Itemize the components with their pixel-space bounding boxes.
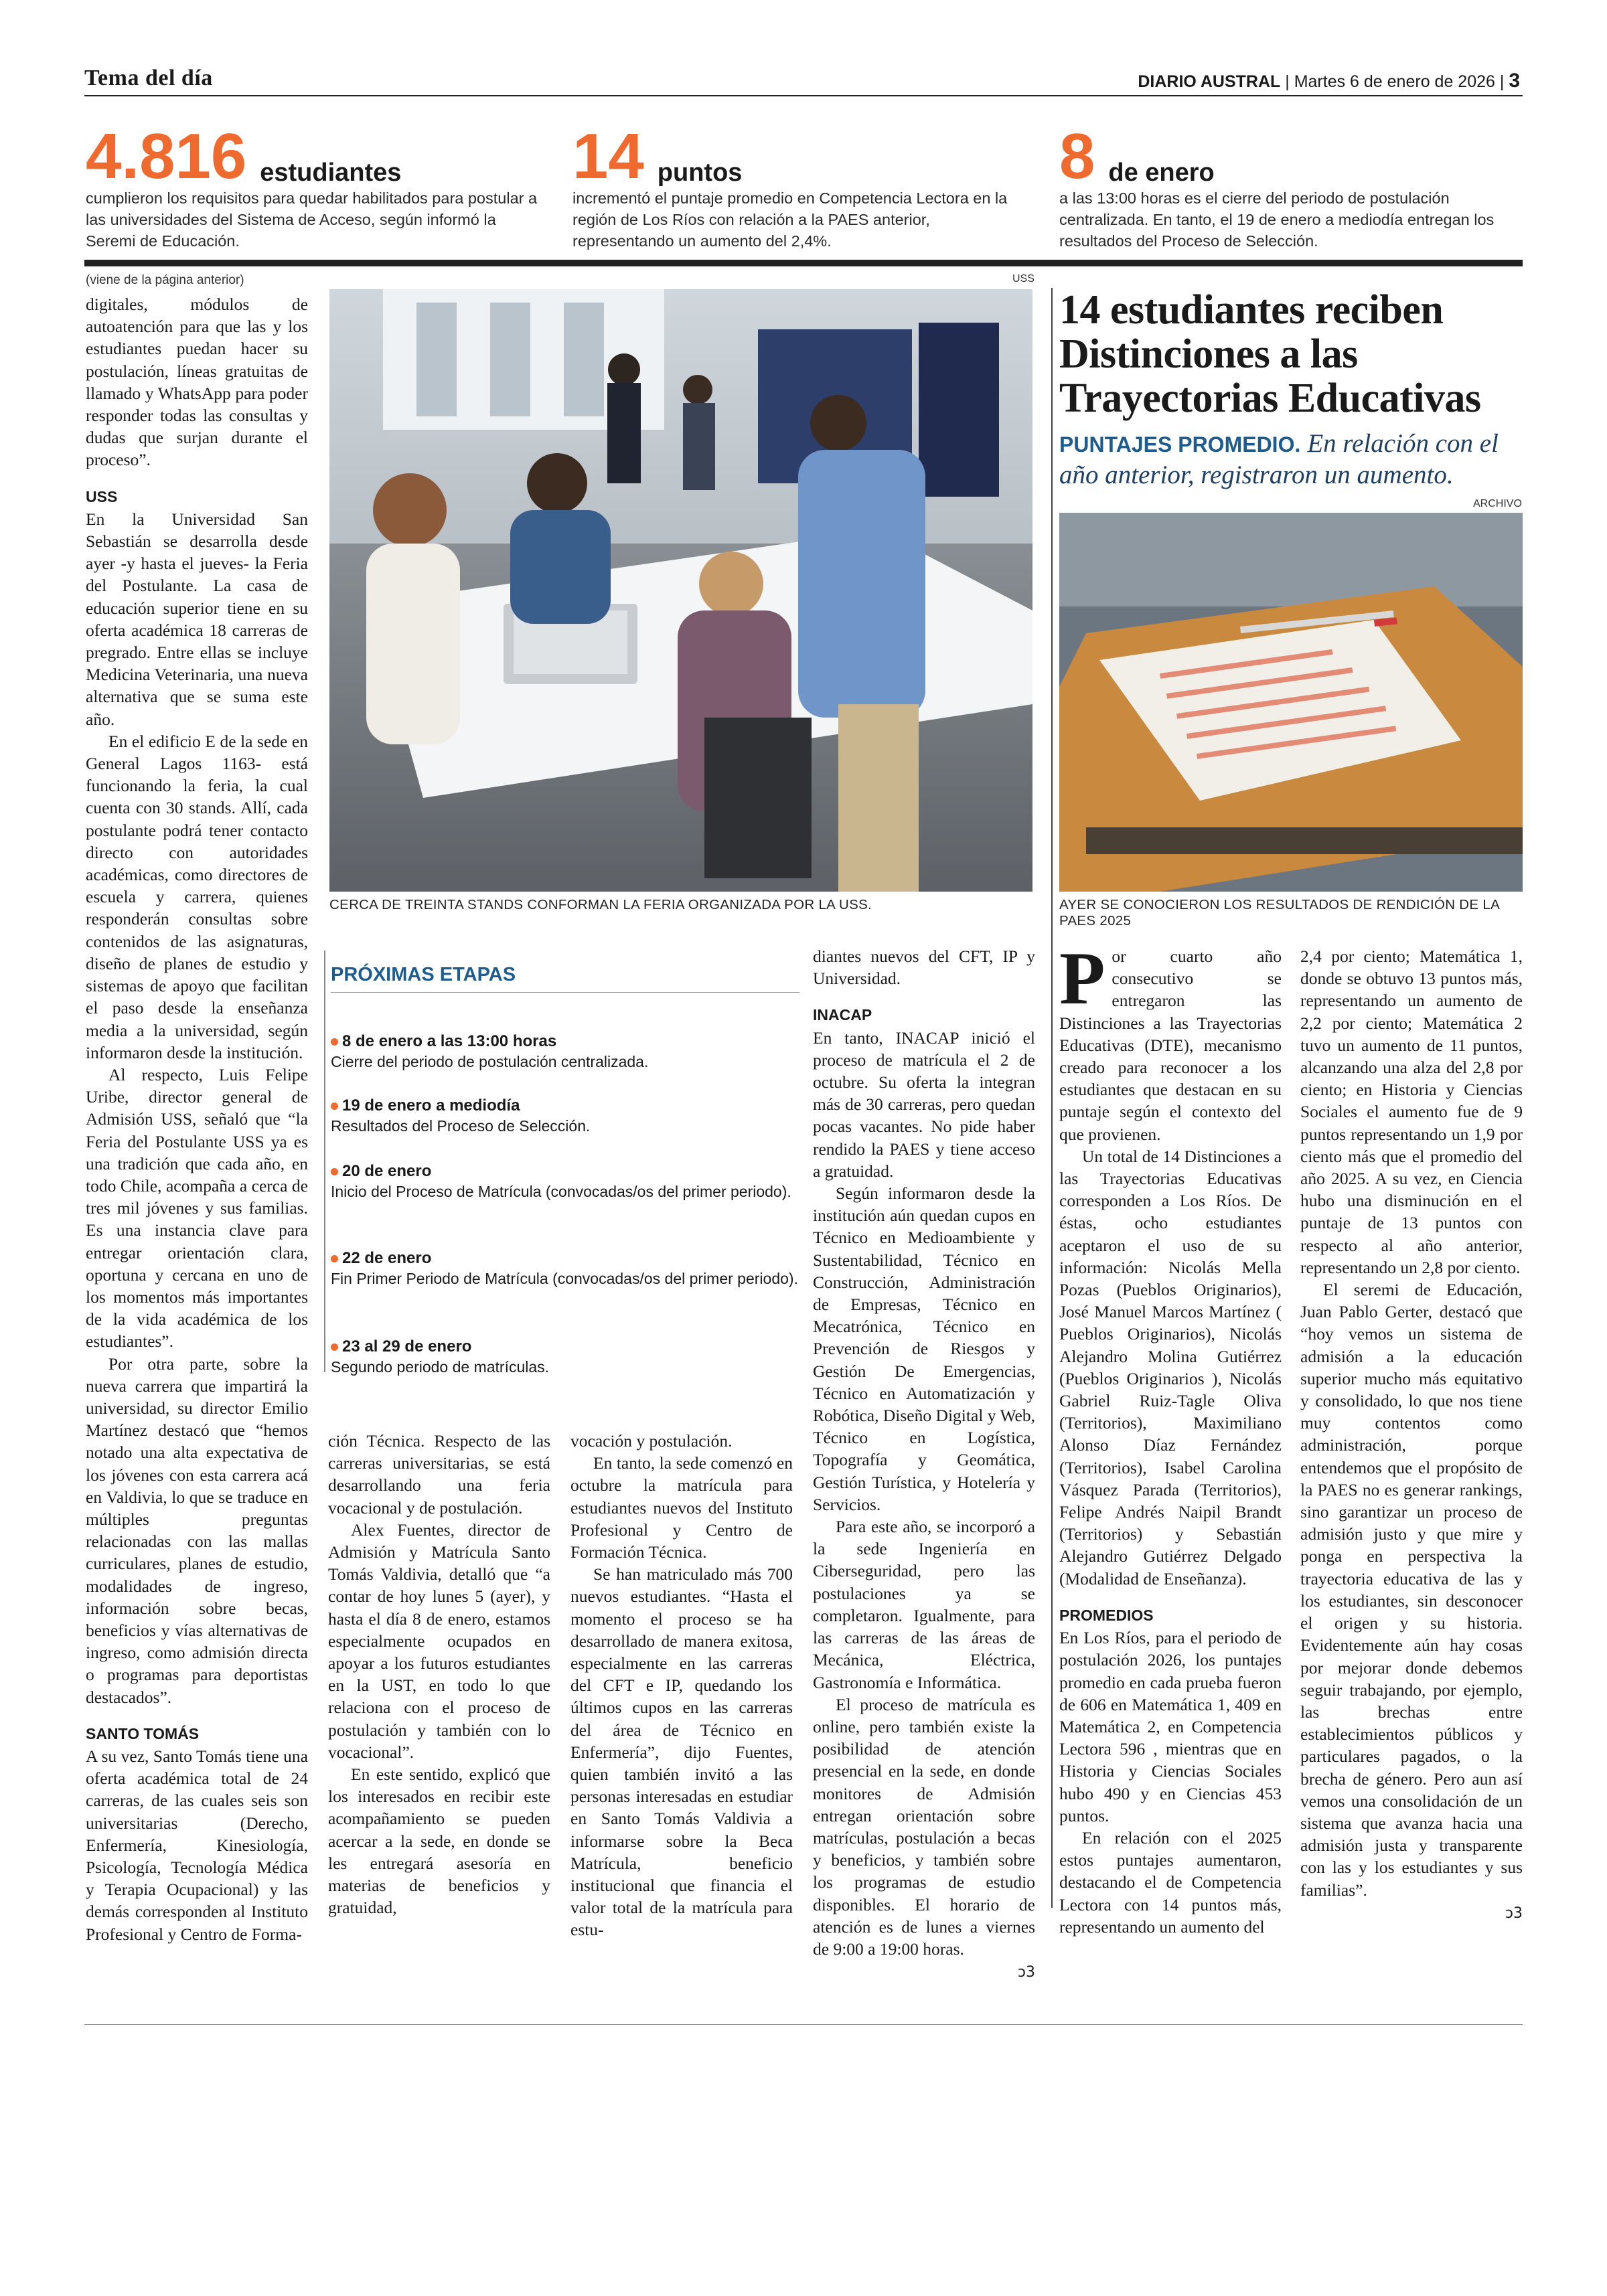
etapas-rule bbox=[331, 992, 799, 993]
column-2 bbox=[328, 1430, 550, 1918]
column-4 bbox=[813, 945, 1035, 1983]
end-mark bbox=[813, 1960, 1035, 1983]
story-headline: 14 estudiantes reciben Distinciones a las Trayectorias Educativas bbox=[1059, 287, 1481, 421]
etapa-date: 19 de enero a mediodía bbox=[342, 1096, 520, 1115]
paper-name: DIARIO AUSTRAL bbox=[1138, 72, 1281, 91]
photo-caption: CERCA DE TREINTA STANDS CONFORMAN LA FERIA ORGANIZADA POR LA USS. bbox=[329, 897, 872, 912]
column-6 bbox=[1300, 945, 1523, 1924]
end-mark-icon: ↄ3 bbox=[1505, 1904, 1523, 1922]
section-title: Tema del día bbox=[84, 66, 213, 90]
photo-credit: ARCHIVO bbox=[1473, 498, 1522, 509]
etapa-item bbox=[331, 1336, 799, 1377]
paragraph: El proceso de matrícula es online, pero también existe la posibilidad de atención presencial en la sede, en donde monitores de Admisión entregan orientación sobre matrículas, postulación a becas y beneficios, y también sobre los programas de estudio disponibles. El horario de atención es de lunes a viernes de 9:00 a 19:00 horas. bbox=[813, 1694, 1035, 1959]
subhead-santo-tomas: SANTO TOMÁS bbox=[86, 1724, 200, 1742]
bullet-dot bbox=[331, 1168, 338, 1175]
paragraph: En la Universidad San Sebastián se desarrolla desde ayer -y hasta el jueves- la Feria del Postulante. La casa de educación superior tiene en su oferta académica 18 carreras de pregrado. Entre ellas se incluye Medicina Veterinaria, una nueva alternativa que se suma este año. bbox=[86, 509, 308, 729]
fact-unit: de enero bbox=[1108, 159, 1215, 187]
etapa-date: 23 al 29 de enero bbox=[342, 1337, 472, 1356]
etapa-text: Segundo periodo de matrículas. bbox=[331, 1358, 550, 1376]
bullet-dot bbox=[331, 1038, 338, 1046]
fact-unit: puntos bbox=[657, 159, 743, 187]
feria-photo-illustration bbox=[329, 289, 1032, 892]
etapa-text: Resultados del Proceso de Selección. bbox=[331, 1117, 591, 1135]
fact-2 bbox=[572, 120, 1035, 252]
column-5 bbox=[1059, 937, 1282, 1938]
etapas-box-border bbox=[324, 951, 325, 1372]
page-number: 3 bbox=[1509, 70, 1520, 92]
paragraph: Según informaron desde la institución aún quedan cupos en Técnico en Medioambiente y Sustentabilidad, Técnico en Construcción, Administración de Empresas, Técnico en Mecatrónica, Técnico en Prevención de Riesgos y Gestión De Emergencias, Técnico en Automatización y Robótica, Diseño Digital y Web, Técnico en Logística, Topografía y Geomática, Gestión Turística, y Hotelería y Servicios. bbox=[813, 1183, 1035, 1514]
etapa-date: 20 de enero bbox=[342, 1162, 432, 1180]
exam-photo bbox=[1059, 513, 1523, 892]
fact-number: 14 bbox=[572, 120, 644, 192]
bullet-dot bbox=[331, 1255, 338, 1262]
fact-text: incrementó el puntaje promedio en Competencia Lectora en la región de Los Ríos con relación a la PAES anterior, representando un aumento del 2,4%. bbox=[572, 189, 1008, 250]
paragraph: Se han matriculado más 700 nuevos estudiantes. “Hasta el momento el proceso se ha desarrollado de manera exitosa, especialmente en las carreras del CFT e IP, quedando los últimos cupos en las carreras del área de Técnico en Enfermería”, dijo Fuentes, quien también invitó a las personas interesadas en estudiar en Santo Tomás Valdivia a informarse sobre la Beca Matrícula, beneficio institucional que financia el valor total de la matrícula para estu- bbox=[570, 1564, 793, 1940]
photo-caption: AYER SE CONOCIERON LOS RESULTADOS DE RENDICIÓN DE LA PAES 2025 bbox=[1059, 897, 1499, 928]
paragraph: diantes nuevos del CFT, IP y Universidad. bbox=[813, 947, 1035, 989]
paragraph: Al respecto, Luis Felipe Uribe, director general de Admisión USS, señaló que “la Feria del Postulante USS ya es una tradición que cada año, en todo Chile, acompaña a cerca de tres mil jóvenes y sus familias. Es una instancia clave para entregar orientación clara, oportuna y cercana en uno de los momentos más importantes de la vida académica de los estudiantes”. bbox=[86, 1064, 308, 1351]
fact-number: 4.816 bbox=[86, 120, 247, 192]
paragraph: A su vez, Santo Tomás tiene una oferta académica total de 24 carreras, de las cuales seis son universitarias (Derecho, Enfermería, Kinesiología, Psicología, Tecnología Médica y Terapia Ocupacional) y las demás corresponden al Instituto Profesional y Centro de Forma- bbox=[86, 1746, 308, 1944]
etapa-item bbox=[331, 1161, 799, 1202]
etapa-date: 8 de enero a las 13:00 horas bbox=[342, 1032, 557, 1050]
etapa-text: Cierre del periodo de postulación centralizada. bbox=[331, 1053, 649, 1070]
etapa-item bbox=[331, 1031, 799, 1072]
feria-photo bbox=[329, 289, 1032, 892]
etapa-text: Inicio del Proceso de Matrícula (convocadas/os del primer periodo). bbox=[331, 1183, 791, 1200]
thick-rule bbox=[84, 260, 1523, 266]
deck-text: En relación con el año anterior, registraron un aumento. bbox=[1059, 429, 1499, 489]
end-mark-icon: ↄ3 bbox=[1017, 1964, 1035, 1981]
paragraph: digitales, módulos de autoatención para que las y los estudiantes puedan hacer su postulación, líneas gratuitas de llamado y WhatsApp para poder responder todas las consultas y dudas que surjan durante el proceso”. bbox=[86, 295, 308, 470]
continued-note: (viene de la página anterior) bbox=[86, 273, 244, 287]
paragraph: En este sentido, explicó que los interesados en recibir este acompañamiento se pueden acercar a la sede, en donde se les entregará asesoría en materias de beneficios y gratuidad, bbox=[328, 1765, 550, 1918]
paragraph: El seremi de Educación, Juan Pablo Gerter, destacó que “hoy vemos un sistema de admisión a la educación superior mucho más equitativo y consolidado, lo que nos tiene muy contentos como administración, porque entendemos que el propósito de la PAES no es generar rankings, sino garantizar un proceso de admisión justo y que mire y ponga en perspectiva la trayectoria educativa de las y los estudiantes, sin desconocer el origen y su historia. Evidentemente aún hay cosas por mejorar donde debemos seguir trabajando, por ejemplo, las brechas entre establecimientos públicos y particulares pagados, o la brecha de género. Pero aun así vemos una consolidación de un sistema que avanza hacia una admisión justa y transparente con las y los estudiantes y sus familias”. bbox=[1300, 1280, 1523, 1900]
bullet-dot bbox=[331, 1343, 338, 1351]
footer-rule bbox=[84, 2024, 1523, 2025]
column-1 bbox=[86, 293, 308, 1945]
column-3 bbox=[570, 1430, 793, 1941]
deck-kicker: PUNTAJES PROMEDIO. bbox=[1059, 432, 1301, 457]
fact-1 bbox=[86, 120, 548, 252]
fact-text: cumplieron los requisitos para quedar habilitados para postular a las universidades del Sistema de Acceso, según informó la Seremi de Educación. bbox=[86, 189, 538, 250]
issue-date: | Martes 6 de enero de 2026 | bbox=[1285, 72, 1505, 91]
paragraph: En el edificio E de la sede en General Lagos 1163- está funcionando la feria, la cual cuenta con 30 stands. Allí, cada postulante podrá tener contacto directo con autoridades académicas, como directores de escuela y carrera, quienes responderán consultas sobre contenidos de las asignaturas, diseño de planes de estudio y sistemas de apoyo que facilitan el paso desde la enseñanza media a la universidad, según informaron desde la institución. bbox=[86, 731, 308, 1062]
drop-cap: P bbox=[1059, 937, 1105, 1020]
etapas-title: PRÓXIMAS ETAPAS bbox=[331, 964, 516, 985]
paragraph: ción Técnica. Respecto de las carreras universitarias, se está desarrollando una feria vocacional y de postulación. bbox=[328, 1431, 550, 1518]
paragraph: Alex Fuentes, director de Admisión y Matrícula Santo Tomás Valdivia, detalló que “a contar de hoy lunes 5 (ayer), y hasta el día 8 de enero, estamos especialmente ocupados en apoyar a los futuros estudiantes en la UST, en todo lo que relaciona con el proceso de postulación y también con lo vocacional”. bbox=[328, 1520, 550, 1762]
etapa-date: 22 de enero bbox=[342, 1249, 432, 1267]
lead-text: or cuarto año consecutivo se entregaron las Distinciones a las Trayectorias Educativas (DTE), mecanismo creado para reconocer a los estudiantes que destacan en su puntaje según el contexto del que provienen. bbox=[1059, 947, 1282, 1144]
etapa-text: Fin Primer Periodo de Matrícula (convocadas/os del primer periodo). bbox=[331, 1270, 798, 1287]
fact-text: a las 13:00 horas es el cierre del periodo de postulación centralizada. En tanto, el 19 de enero a mediodía entregan los resultados del Proceso de Selección. bbox=[1059, 189, 1495, 250]
fact-3 bbox=[1059, 120, 1521, 252]
paragraph: Por otra parte, sobre la nueva carrera que impartirá la universidad, su director Emilio Martínez destacó que “hemos notado una alta expectativa de los jóvenes con esta carrera acá en Valdivia, lo que se traduce en múltiples preguntas relacionadas con las mallas curriculares, planes de estudio, modalidades de ingreso, información sobre becas, beneficios y vías alternativas de ingreso, como admisión directa o programas para deportistas destacados”. bbox=[86, 1354, 308, 1707]
fact-number: 8 bbox=[1059, 120, 1095, 192]
story-divider bbox=[1051, 288, 1053, 1908]
subhead-inacap: INACAP bbox=[813, 1006, 872, 1024]
paragraph: En tanto, la sede comenzó en octubre la matrícula para estudiantes nuevos del Instituto Profesional y Centro de Formación Técnica. bbox=[570, 1453, 793, 1562]
paragraph: Para este año, se incorporó a la sede Ingeniería en Ciberseguridad, pero las postulaciones ya se completaron. Igualmente, para las carreras de las áreas de Mecánica, Eléctrica, Gastronomía e Informática. bbox=[813, 1517, 1035, 1692]
paragraph: En Los Ríos, para el periodo de postulación 2026, los puntajes promedio en cada prueba fueron de 606 en Matemática 1, 409 en Matemática 2, en Competencia Lectora 596 , mientras que en Historia y Ciencias Sociales hubo 490 y en Ciencias 453 puntos. bbox=[1059, 1628, 1282, 1825]
etapa-item bbox=[331, 1095, 799, 1136]
subhead-uss: USS bbox=[86, 487, 118, 505]
header-rule bbox=[84, 95, 1523, 96]
paragraph: Un total de 14 Distinciones a las Trayectorias Educativas corresponden a Los Ríos. De éstas, ocho estudiantes aceptaron el uso de su información: Nicolás Mella Pozas (Pueblos Originarios), José Manuel Marcos Martínez ( Pueblos Originarios), Nicolás Alejandro Molina Gutiérrez (Pueblos Originarios ), Nicolás Gabriel Ruiz-Tagle Oliva (Territorios), Maximiliano Alonso Díaz Fernández (Territorios), Isabel Carolina Vásquez Parada (Territorios), Felipe Andrés Naipil Brandt (Territorios) y Sebastián Alejandro Gutiérrez Delgado (Modalidad de Enseñanza). bbox=[1059, 1146, 1282, 1588]
fact-unit: estudiantes bbox=[260, 159, 402, 187]
exam-photo-illustration bbox=[1059, 513, 1523, 892]
paragraph: vocación y postulación. bbox=[570, 1431, 733, 1451]
photo-credit: USS bbox=[1012, 273, 1035, 284]
story-deck bbox=[1059, 428, 1528, 491]
bullet-dot bbox=[331, 1102, 338, 1110]
paragraph: En tanto, INACAP inició el proceso de matrícula el 2 de octubre. Su oferta la integran más de 30 carreras, pero quedan pocas vacantes. No pide haber rendido la PAES y tiene acceso a gratuidad. bbox=[813, 1028, 1035, 1181]
lead-paragraph bbox=[1059, 937, 1282, 1145]
subhead-promedios: PROMEDIOS bbox=[1059, 1606, 1154, 1624]
end-mark bbox=[1300, 1901, 1523, 1924]
paragraph: 2,4 por ciento; Matemática 1, donde se obtuvo 13 puntos más, representando un aumento de 2,2 por ciento; Matemática 2 tuvo un aumento de 11 puntos, alcanzando una alza del 2,8 por ciento; en Historia y Ciencias Sociales el aumento fue de 9 puntos representando un 1,9 por ciento más que el promedio del año 2025. A su vez, en Ciencia hubo una disminución en el puntaje de 13 puntos con respecto al año anterior, representando un 2,8 por ciento. bbox=[1300, 947, 1523, 1277]
etapa-item bbox=[331, 1248, 799, 1289]
masthead bbox=[1138, 70, 1520, 92]
paragraph: En relación con el 2025 estos puntajes aumentaron, destacando el de Competencia Lectora con 14 puntos más, representando un aumento del bbox=[1059, 1827, 1282, 1937]
